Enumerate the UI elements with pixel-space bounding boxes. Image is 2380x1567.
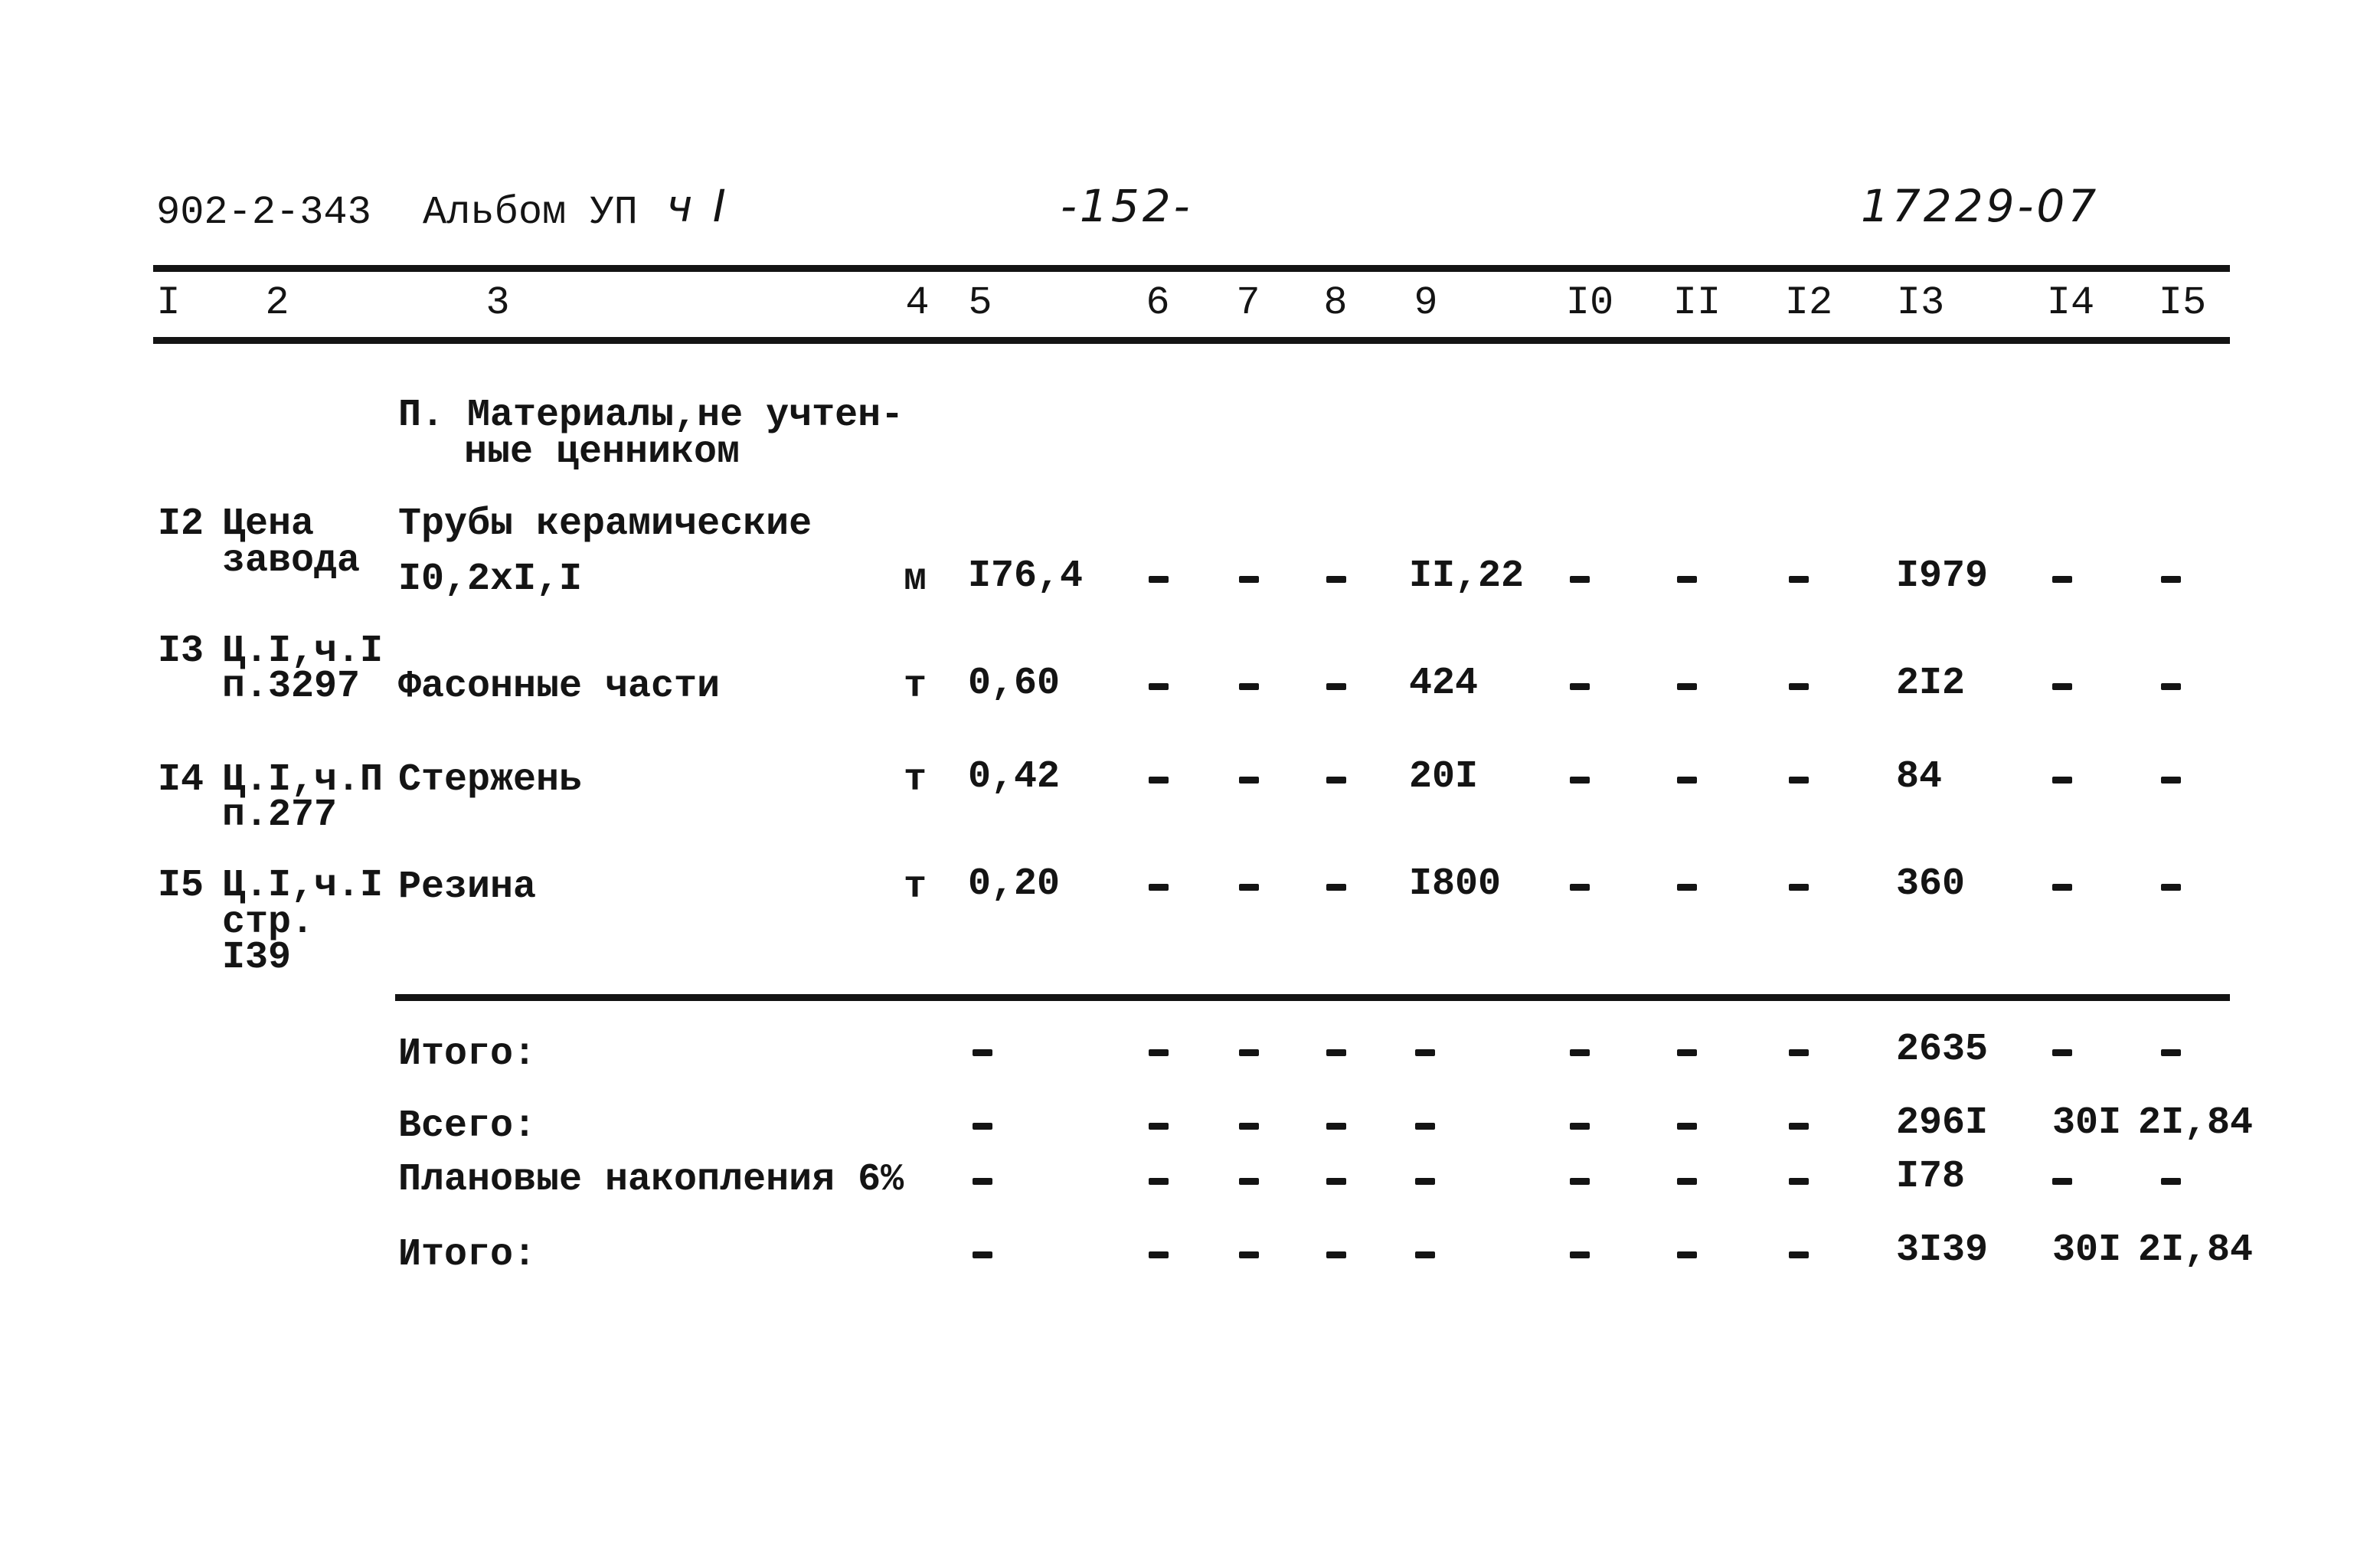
totals-col13: 296I: [1896, 1101, 1989, 1145]
col-header-6: 6: [1146, 280, 1170, 326]
row-number: I4: [158, 758, 204, 802]
col-header-13: I3: [1896, 280, 1945, 326]
row-col13: 2I2: [1896, 662, 1966, 705]
totals-label: Итого:: [398, 1032, 537, 1076]
row-unit: т: [904, 665, 927, 708]
section-title-line-1: П. Материалы,не учтен-: [398, 394, 904, 437]
col-header-5: 5: [968, 280, 992, 326]
empty-cell-dash: [1415, 1049, 1435, 1056]
col-header-9: 9: [1414, 280, 1438, 326]
row-name: Трубы керамические: [398, 502, 812, 546]
totals-col13: 2635: [1896, 1028, 1989, 1071]
empty-cell-dash: [1326, 576, 1346, 583]
empty-cell-dash: [2161, 777, 2181, 784]
empty-cell-dash: [1570, 683, 1590, 690]
empty-cell-dash: [1677, 1049, 1697, 1056]
totals-label: Итого:: [398, 1233, 537, 1277]
row-source: п.3297: [222, 665, 361, 708]
row-col9: 20I: [1409, 755, 1479, 799]
row-name: Фасонные части: [398, 665, 721, 708]
totals-col13: 3I39: [1896, 1228, 1989, 1272]
empty-cell-dash: [1326, 777, 1346, 784]
empty-cell-dash: [1239, 884, 1259, 891]
empty-cell-dash: [2052, 576, 2072, 583]
row-number: I2: [158, 502, 204, 546]
row-source: п.277: [222, 793, 338, 837]
empty-cell-dash: [1239, 1049, 1259, 1056]
row-col9: II,22: [1409, 555, 1525, 598]
empty-cell-dash: [1149, 1251, 1169, 1258]
totals-col14: 30I: [2052, 1228, 2122, 1272]
row-quantity: 0,20: [968, 862, 1061, 906]
empty-cell-dash: [1570, 777, 1590, 784]
header-bottom-rule: [153, 337, 2230, 344]
empty-cell-dash: [1415, 1251, 1435, 1258]
empty-cell-dash: [973, 1178, 992, 1185]
empty-cell-dash: [1149, 884, 1169, 891]
col-header-4: 4: [905, 280, 930, 326]
empty-cell-dash: [1149, 683, 1169, 690]
row-unit: м: [904, 558, 927, 601]
empty-cell-dash: [1570, 1123, 1590, 1130]
empty-cell-dash: [1677, 884, 1697, 891]
empty-cell-dash: [2052, 683, 2072, 690]
col-header-8: 8: [1323, 280, 1348, 326]
doc-series-code: 902-2-343: [156, 190, 371, 235]
empty-cell-dash: [1789, 777, 1809, 784]
empty-cell-dash: [2161, 576, 2181, 583]
empty-cell-dash: [1677, 1123, 1697, 1130]
empty-cell-dash: [2052, 777, 2072, 784]
empty-cell-dash: [1677, 1251, 1697, 1258]
empty-cell-dash: [1570, 884, 1590, 891]
empty-cell-dash: [1149, 1178, 1169, 1185]
empty-cell-dash: [1239, 1123, 1259, 1130]
empty-cell-dash: [1326, 1049, 1346, 1056]
empty-cell-dash: [973, 1251, 992, 1258]
totals-rule: [395, 994, 2230, 1001]
empty-cell-dash: [1239, 683, 1259, 690]
row-source: завода: [222, 539, 361, 583]
album-label: Альбом УП: [423, 190, 638, 235]
row-col9: I800: [1409, 862, 1502, 906]
row-name: Стержень: [398, 758, 583, 802]
row-col9: 424: [1409, 662, 1479, 705]
row-col13: 84: [1896, 755, 1943, 799]
empty-cell-dash: [1570, 1251, 1590, 1258]
empty-cell-dash: [1570, 1178, 1590, 1185]
col-header-2: 2: [265, 280, 289, 326]
empty-cell-dash: [1149, 576, 1169, 583]
row-source: I39: [222, 936, 292, 980]
page-number: -152-: [1061, 180, 1193, 232]
empty-cell-dash: [2161, 1049, 2181, 1056]
empty-cell-dash: [1326, 884, 1346, 891]
empty-cell-dash: [1149, 1123, 1169, 1130]
empty-cell-dash: [2052, 884, 2072, 891]
row-quantity: 0,60: [968, 662, 1061, 705]
empty-cell-dash: [2161, 884, 2181, 891]
empty-cell-dash: [1415, 1178, 1435, 1185]
empty-cell-dash: [1239, 1251, 1259, 1258]
empty-cell-dash: [1789, 1178, 1809, 1185]
empty-cell-dash: [1239, 777, 1259, 784]
empty-cell-dash: [1326, 1123, 1346, 1130]
row-source: Ц.I,ч.I: [222, 630, 384, 673]
empty-cell-dash: [973, 1123, 992, 1130]
row-col13: 360: [1896, 862, 1966, 906]
row-name: Резина: [398, 865, 537, 909]
empty-cell-dash: [1326, 1251, 1346, 1258]
row-number: I5: [158, 864, 204, 908]
row-source: стр.: [222, 901, 315, 944]
empty-cell-dash: [2161, 1178, 2181, 1185]
row-source: Ц.I,ч.П: [222, 758, 384, 802]
empty-cell-dash: [1789, 884, 1809, 891]
col-header-11: II: [1672, 280, 1721, 326]
row-unit: т: [904, 865, 927, 909]
empty-cell-dash: [2052, 1178, 2072, 1185]
empty-cell-dash: [1789, 1123, 1809, 1130]
empty-cell-dash: [1239, 576, 1259, 583]
row-unit: т: [904, 758, 927, 802]
empty-cell-dash: [2161, 683, 2181, 690]
empty-cell-dash: [1789, 1049, 1809, 1056]
totals-label: Плановые накопления 6%: [398, 1158, 904, 1202]
header-top-rule: [153, 265, 2230, 272]
empty-cell-dash: [1789, 576, 1809, 583]
totals-label: Всего:: [398, 1104, 537, 1148]
totals-col15: 2I,84: [2138, 1228, 2254, 1272]
empty-cell-dash: [1789, 683, 1809, 690]
totals-col13: I78: [1896, 1155, 1966, 1199]
col-header-7: 7: [1236, 280, 1260, 326]
row-number: I3: [158, 630, 204, 673]
section-title-line-2: ные ценником: [464, 430, 740, 474]
col-header-14: I4: [2046, 280, 2095, 326]
row-source: Ц.I,ч.I: [222, 864, 384, 908]
row-col13: I979: [1896, 555, 1989, 598]
empty-cell-dash: [2052, 1049, 2072, 1056]
row-source: Цена: [222, 502, 315, 546]
empty-cell-dash: [1415, 1123, 1435, 1130]
empty-cell-dash: [1326, 683, 1346, 690]
album-part: ч I: [666, 180, 729, 232]
empty-cell-dash: [1677, 576, 1697, 583]
col-header-12: I2: [1784, 280, 1833, 326]
empty-cell-dash: [1570, 576, 1590, 583]
empty-cell-dash: [1677, 777, 1697, 784]
row-quantity: 0,42: [968, 755, 1061, 799]
col-header-10: I0: [1565, 280, 1614, 326]
col-header-15: I5: [2158, 280, 2207, 326]
col-header-3: 3: [485, 280, 510, 326]
totals-col14: 30I: [2052, 1101, 2122, 1145]
empty-cell-dash: [1677, 1178, 1697, 1185]
empty-cell-dash: [1149, 1049, 1169, 1056]
empty-cell-dash: [1677, 683, 1697, 690]
doc-number: 17229-07: [1861, 180, 2100, 232]
row-quantity: I76,4: [968, 555, 1084, 598]
totals-col15: 2I,84: [2138, 1101, 2254, 1145]
empty-cell-dash: [1239, 1178, 1259, 1185]
col-header-1: I: [156, 280, 181, 326]
empty-cell-dash: [1149, 777, 1169, 784]
empty-cell-dash: [1326, 1178, 1346, 1185]
row-name: I0,2xI,I: [398, 558, 583, 601]
empty-cell-dash: [973, 1049, 992, 1056]
empty-cell-dash: [1570, 1049, 1590, 1056]
empty-cell-dash: [1789, 1251, 1809, 1258]
